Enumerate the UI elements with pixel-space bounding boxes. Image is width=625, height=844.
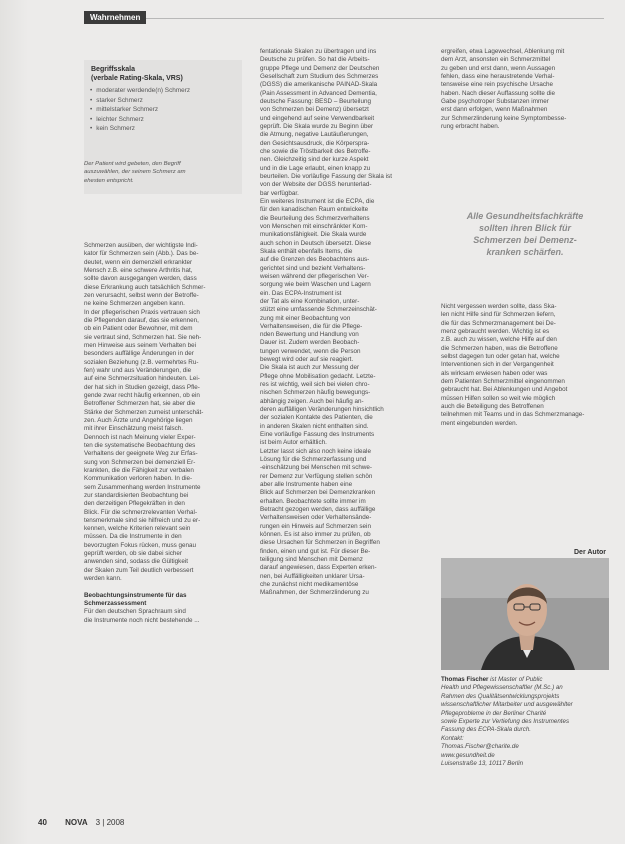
column-3-body-2: Nicht vergessen werden sollte, dass Ska- len nicht Hilfe sind für Schmerzen liefern, die für das Schmerzmanagement bei De- menz gebraucht werden. Wichtig ist es z.B. auch zu wissen, welche Hilfe auf den die Schmerzen haben, was die Betroffene selbst dagegen tun oder getan hat, welche Interventionen sich in der Vergangenheit als wirksam erwiesen haben oder was dem Patienten Schmerzmittel eingenommen gebraucht hat. Bei Ablenkungen und Angebot müssen Hilfen sollen so weit wie möglich auch die Beteiligung des Betroffenen teilnehmen mit Teams und in das Schmerzmanage- ment eingebunden werden.: [441, 303, 585, 427]
column-1-body-2: Für den deutschen Sprachraum sind die Instrumente noch nicht bestehende ...: [84, 608, 200, 624]
rating-scale-title-line2: (verbale Rating-Skala, VRS): [91, 75, 183, 82]
rating-scale-item: • mittelstarker Schmerz: [90, 105, 190, 115]
author-photo: [441, 558, 609, 670]
subheading-line2: Schmerzassessment: [84, 600, 147, 608]
header-rule: [84, 18, 604, 19]
column-2-body: fentationale Skalen zu übertragen und ins Deutsche zu prüfen. So hat die Arbeits- gruppe Pflege und Demenz der Deutschen Gesellschaft zum Studium des Schmerzes (DGSS) die amerikanische PAINAD-Skala (Pain Assessment in Advanced Dementia, deutsche Fassung: BESD – Beurteilung von Schmerzen bei Demenz) übersetzt und eingehend auf seine Verwendbarkeit geprüft. Die Skala wurde zu Beginn über die Atmung, negative Lautäußerungen, den Gesichtsausdruck, die Körperspra- che sowie die Tröstbarkeit des Betroffe- nen. Gleichzeitig sind der kurze Aspekt und in die Lage erlaubt, einen knapp zu beurteilen. Die vorläufige Fassung der Skala ist von der Website der DGSS herunterlad- bar verfügbar. Ein weiteres Instrument ist die ECPA, die für den kanadischen Raum entwickelte die Beurteilung des Schmerzverhaltens von Menschen mit einschränkter Kom- munikationsfähigkeit. Die Skala wurde auch schon in Deutsch übersetzt. Diese Skala enthält ebenfalls Items, die auf die Grenzen des Beobachtens aus- gerichtet sind und bezieht Verhaltens- weisen während der pflegerischen Ver- sorgung wie beim Waschen und Lagern ein. Das ECPA-Instrument ist der Tat als eine Kombination, unter- stützt eine umfassende Schmerzeinschät- zung mit einer Beobachtung von Verhaltensweisen, die für die Pflege- nden Bewertung und Handlung von Dauer ist. Zudem werden Beobach- tungen verwendet, wenn die Person bewegt wird oder auf sie reagiert. Die Skala ist auch zur Messung der Pflege ohne Mobilisation gedacht. Letzte- res ist wichtig, weil sich bei vielen chro- nischen Schmerzen häufig bewegungs- abhängig zeigen. Auch bei häufig an- deren auffälligen Veränderungen hinsichtlich der sozialen Kontakte des Patienten, die in anderen Skalen nicht enthalten sind. Eine vorläufige Fassung des Instruments ist beim Autor erhältlich. Letzter lasst sich also noch keine ideale Lösung für die Schmerzerfassung und -einschätzung bei Menschen mit schwe- rer Demenz zur Verfügung stellen schön aber alle Instrumente haben eine Blick auf Schmerzen bei Demenzkranken erhalten. Beobachtete sollte immer im Betracht gezogen werden, dass auffällige Verhaltensweisen oder Verhaltensände- rungen ein Hinweis auf Schmerzen sein können. Es ist also immer zu prüfen, ob diese Ursachen für Schmerzen in Begriffen finden, einen und gut ist. Für dieser Be- teiligung sind Menschen mit Demenz darauf angewiesen, dass Experten erken- nen, bei Auffälligkeiten unklarer Ursa- che zunächst nicht medikamentöse Maßnahmen, der Schmerzlinderung zu: [260, 48, 392, 597]
rating-scale-item: • starker Schmerz: [90, 96, 190, 106]
author-bio: [441, 676, 609, 768]
page-number: 40: [38, 818, 47, 827]
author-portrait-icon: [441, 558, 609, 670]
column-1-body: Schmerzen ausüben, der wichtigste Indi- kator für Schmerzen sein (Abb.). Das be- deutet, wenn ein demenziell erkrankter Mensch z.B. eine schwere Arthritis hat, sollte davon ausgegangen werden, dass diese Erkrankung auch tatsächlich Schmer- zen verursacht, selbst wenn der Betroffe- ne keine Schmerzen angeben kann. In der pflegerischen Praxis vertrauen sich die Pflegenden darauf, das sie erkennen, ob ein Patient oder Bewohner, mit dem sie vertraut sind, Schmerzen hat. Sie neh- men Hinweise aus seinem Verhalten bei besonders auffällige Änderungen in der sozialen Beziehung (z.B. vermehrtes Ru- fen) wahr und aus Veränderungen, die auf eine Schmerzsituation hindeuten. Lei- der hat sich in Studien gezeigt, dass Pfle- gende zwar recht häufig erkennen, ob ein Betroffener Schmerzen hat, sie aber die Stärke der Schmerzen zumeist unterschät- zen. Auch Ärzte und Angehörige liegen mit ihrer Einschätzung meist falsch. Dennoch ist nach Meinung vieler Exper- ten die systematische Beobachtung des Verhaltens der geeignete Weg zur Erfas- sung von Schmerzen bei demenziell Er- krankten, die die Fähigkeit zur verbalen Kommunikation verloren haben. In die- sem Zusammenhang werden Instrumente zur standardisierten Beobachtung bei den derzeitigen Pflegekräften in den Blick. Für die schmerzrelevanten Verhal- tensmerkmale sind sie hilfreich und zu er- kennen, welche Kriterien relevant sein müssen. Da die Instrumente in den bevorzugten Fokus rücken, muss genau geprüft werden, ob sie dabei sicher anwenden sind, sodass die Gültigkeit der Skalen zum Teil deutlich verbessert werden kann.: [84, 242, 206, 583]
rating-scale-item: • leichter Schmerz: [90, 115, 190, 125]
rating-scale-list: [90, 86, 190, 134]
subheading-line1: Beobachtungsinstrumente für das: [84, 591, 187, 599]
magazine-name: NOVA: [65, 818, 88, 827]
rating-scale-item: • moderater werdende(n) Schmerz: [90, 86, 190, 96]
author-web[interactable]: www.gesundheit.de: [441, 751, 495, 759]
author-name: Thomas Fischer: [441, 676, 489, 683]
rating-scale-title-line1: Begriffsskala: [91, 66, 135, 73]
article-column-3: [441, 48, 609, 168]
author-contact-label: Kontakt:: [441, 734, 464, 742]
author-address: Luisenstraße 13, 10117 Berlin: [441, 760, 524, 768]
author-label: Der Autor: [574, 549, 607, 556]
page-footer: [38, 818, 124, 827]
pull-quote: Alle Gesundheitsfachkräfte sollten ihren Blick für Schmerzen bei Demenz- kranken schärfen.: [466, 211, 584, 257]
scan-edge: [0, 0, 28, 844]
rating-scale-item: • kein Schmerz: [90, 124, 190, 134]
rating-scale-title: [91, 65, 183, 83]
section-tag: Wahrnehmen: [84, 11, 146, 24]
author-email[interactable]: Thomas.Fischer@charite.de: [441, 743, 519, 751]
article-column-2: [260, 48, 428, 843]
column-3-body: ergreifen, etwa Lagewechsel, Ablenkung mit dem Arzt, ansonsten ein Schmerzmittel zu geben und erst dann, wenn Aussagen fehlen, dass eine heraustretende Verhal- tensweise eine rein psychische Ursache haben. Nach dieser Auffassung sollte die Gabe psychotroper Substanzen immer erst dann erfolgen, wenn Maßnahmen zur Schmerzlinderung keine Symptombesse- rung erbracht haben.: [441, 48, 567, 130]
article-column-1: [84, 242, 244, 817]
author-bio-text: ist Master of Public Health und Pflegewissenschaftler (M.Sc.) an Rahmen des Qualitätsentwicklungsprojekts wissenschaftlicher Mitarbeiter und ausgewählter Pflegeprobleme in der Berliner Charité sowie Experte zur Vertiefung des Instrumentes Fassung des ECPA-Skala durch.: [441, 676, 573, 734]
rating-scale-caption: Der Patient wird gebeten, den Begriff auszuwählen, der seinem Schmerz am ehesten entspricht.: [84, 161, 186, 184]
issue-label: 3 | 2008: [95, 818, 125, 827]
article-column-3-continued: [441, 303, 609, 451]
